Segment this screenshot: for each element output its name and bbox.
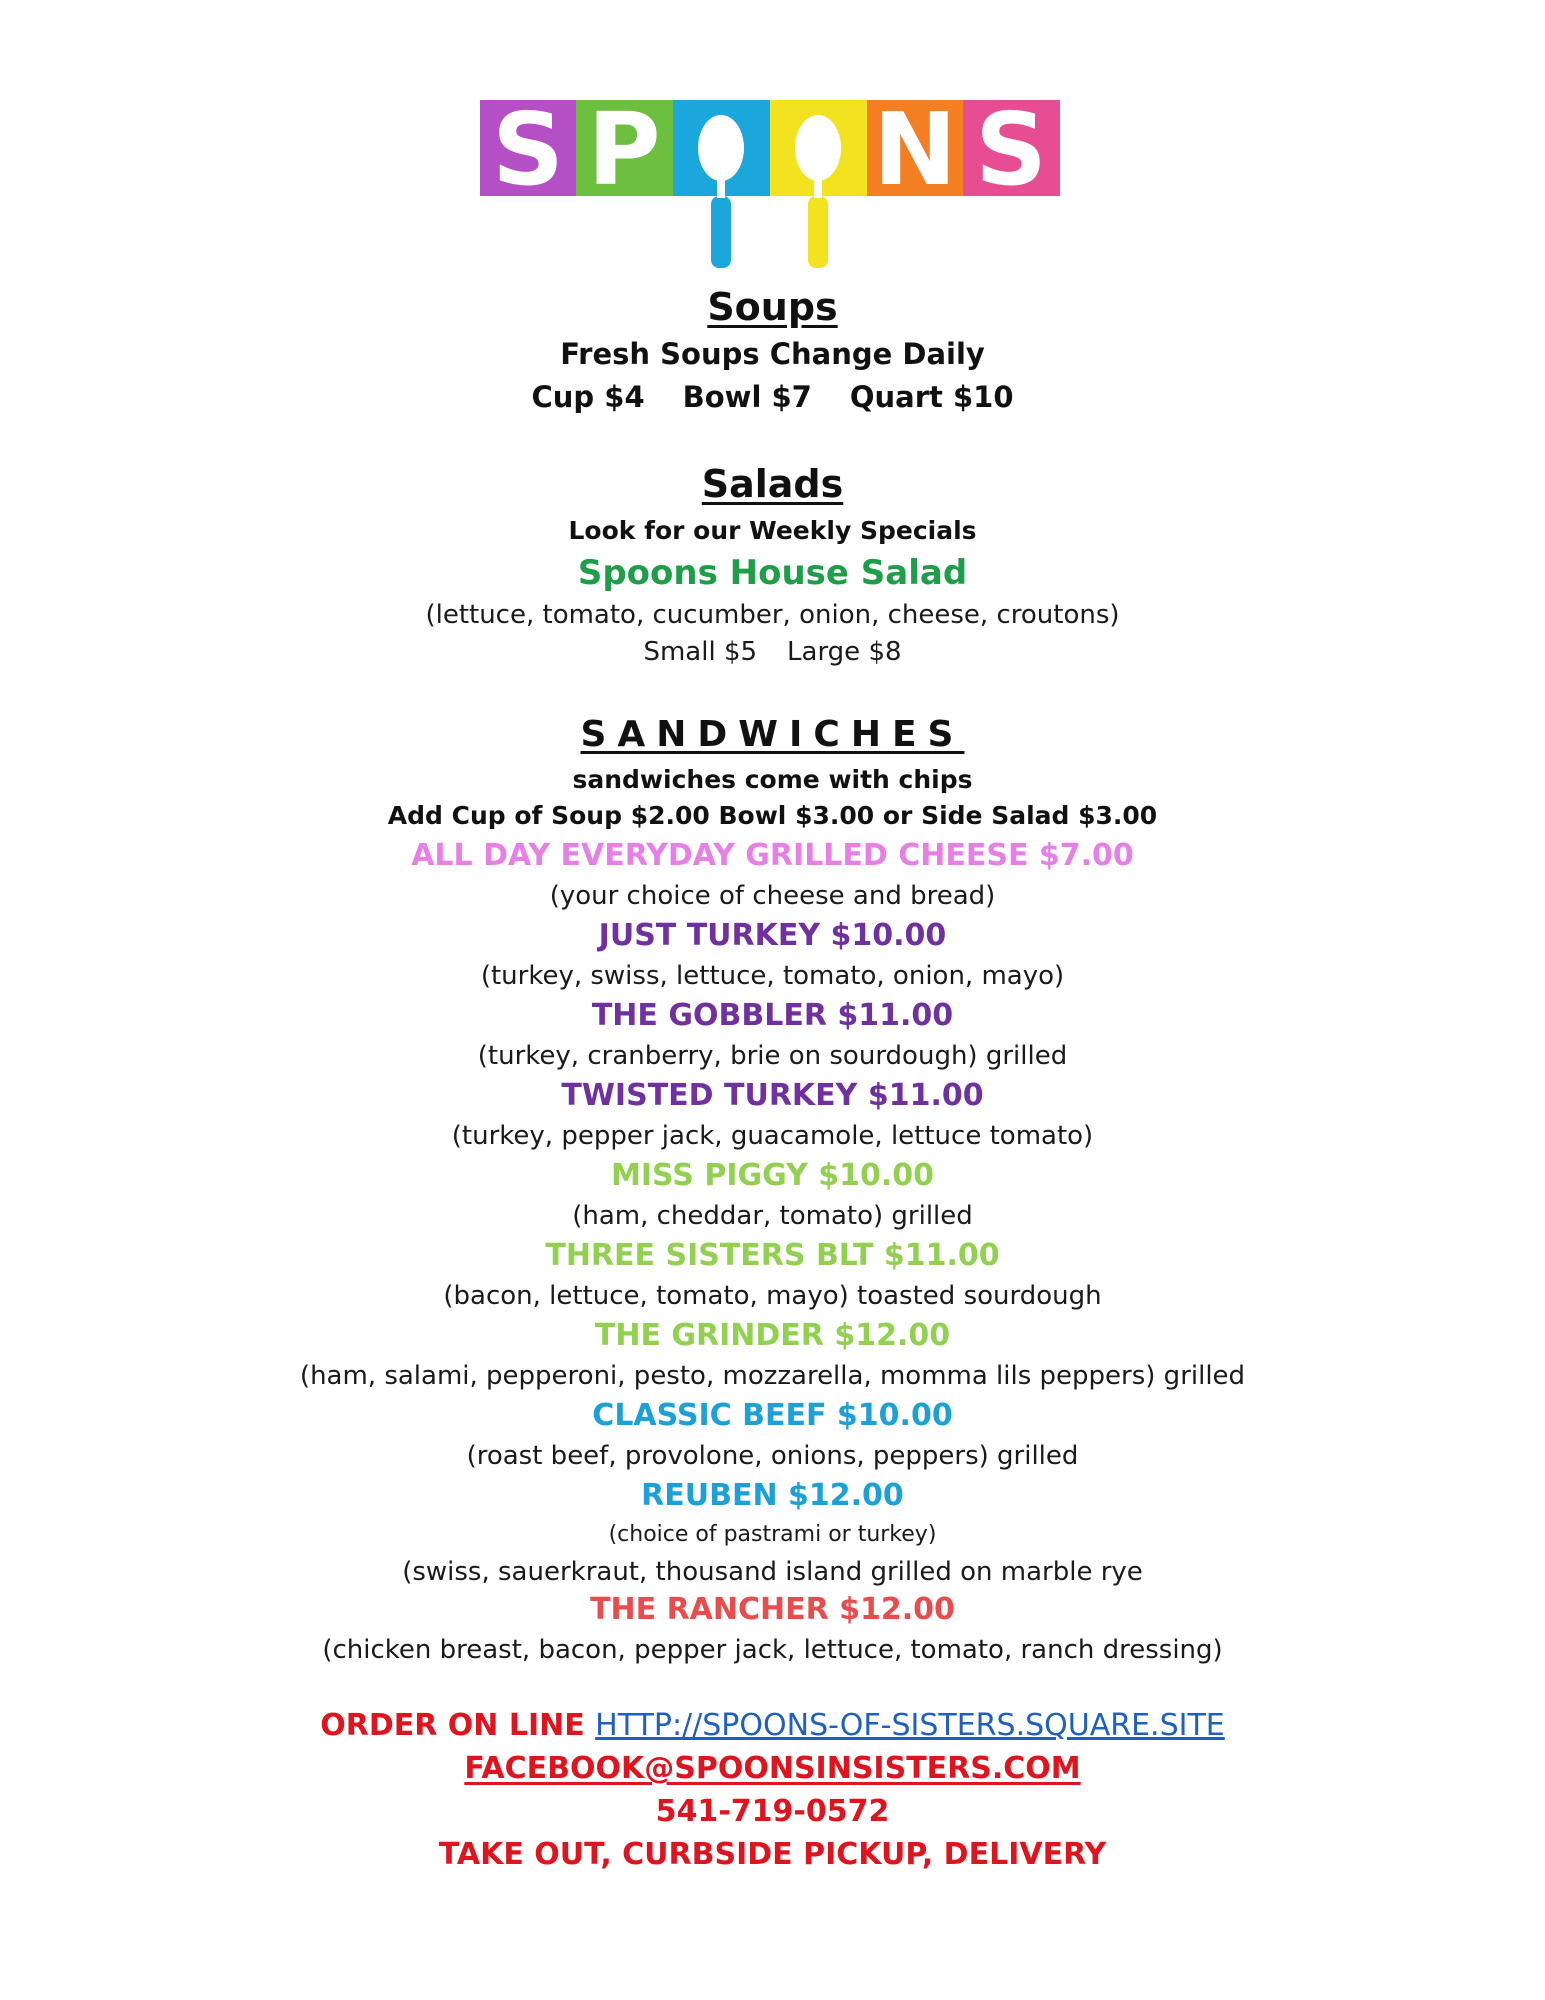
logo-letter-s2: S [974,100,1048,208]
sandwich-item-name: THE GOBBLER $11.00 [591,998,954,1033]
facebook-link[interactable]: FACEBOOK@SPOONSINSISTERS.COM [464,1751,1081,1786]
soup-bowl-price: Bowl $7 [682,380,812,414]
order-online-line [0,1708,1545,1743]
sandwich-item-name: JUST TURKEY $10.00 [598,918,947,953]
soup-quart-price: Quart $10 [849,380,1014,414]
salads-subtitle: Look for our Weekly Specials [568,516,977,545]
sandwich-item-desc: (roast beef, provolone, onions, peppers) grilled [466,1441,1079,1471]
salads-title: Salads [701,462,844,506]
sandwich-item-name: THE RANCHER $12.00 [590,1592,955,1627]
salad-small-price: Small $5 [643,637,758,667]
sandwich-item-desc: (choice of pastrami or turkey) [608,1522,937,1547]
soups-title: Soups [707,285,838,329]
sandwich-item-name: CLASSIC BEEF $10.00 [592,1398,953,1433]
sandwich-item-name: THE GRINDER $12.00 [594,1318,951,1353]
sandwich-item-desc: (swiss, sauerkraut, thousand island grilled on marble rye [402,1557,1143,1587]
sandwich-item-name: TWISTED TURKEY $11.00 [561,1078,984,1113]
spoons-logo-graphic [480,100,1060,275]
sandwich-item-name: ALL DAY EVERYDAY GRILLED CHEESE $7.00 [411,838,1134,873]
house-salad-name: Spoons House Salad [577,553,968,593]
sandwich-item-desc: (chicken breast, bacon, pepper jack, lettuce, tomato, ranch dressing) [322,1635,1223,1665]
spoons-logo [480,100,1060,275]
services-text: TAKE OUT, CURBSIDE PICKUP, DELIVERY [438,1837,1107,1872]
phone-number: 541-719-0572 [655,1794,890,1829]
sandwich-item-desc: (bacon, lettuce, tomato, mayo) toasted sourdough [443,1281,1102,1311]
sandwich-item-name: REUBEN $12.00 [641,1478,904,1513]
soups-prices [0,380,1545,414]
sandwich-item-desc: (turkey, pepper jack, guacamole, lettuce tomato) [451,1121,1094,1151]
sandwich-item-desc: (ham, salami, pepperoni, pesto, mozzarella, momma lils peppers) grilled [299,1361,1246,1391]
soups-subtitle: Fresh Soups Change Daily [560,337,985,371]
sandwich-item-name: MISS PIGGY $10.00 [611,1158,934,1193]
soup-cup-price: Cup $4 [531,380,645,414]
sandwich-item-desc: (turkey, cranberry, brie on sourdough) grilled [477,1041,1068,1071]
order-online-label: ORDER ON LINE [320,1708,585,1743]
sandwich-item-name: THREE SISTERS BLT $11.00 [545,1238,1000,1273]
logo-letter-p: P [587,100,661,208]
sandwiches-note: sandwiches come with chips [572,765,973,794]
logo-letter-n: N [873,100,957,208]
logo-letter-s1: S [491,100,565,208]
sandwiches-addons: Add Cup of Soup $2.00 Bowl $3.00 or Side Salad $3.00 [387,801,1158,830]
salad-prices [0,639,1545,665]
sandwiches-title: SANDWICHES [580,714,965,755]
order-online-link[interactable]: HTTP://SPOONS-OF-SISTERS.SQUARE.SITE [595,1708,1225,1743]
sandwich-item-desc: (your choice of cheese and bread) [549,881,996,911]
sandwich-item-desc: (turkey, swiss, lettuce, tomato, onion, mayo) [480,961,1065,991]
house-salad-desc: (lettuce, tomato, cucumber, onion, cheese, croutons) [425,600,1120,630]
sandwich-item-desc: (ham, cheddar, tomato) grilled [572,1201,973,1231]
salad-large-price: Large $8 [787,637,902,667]
